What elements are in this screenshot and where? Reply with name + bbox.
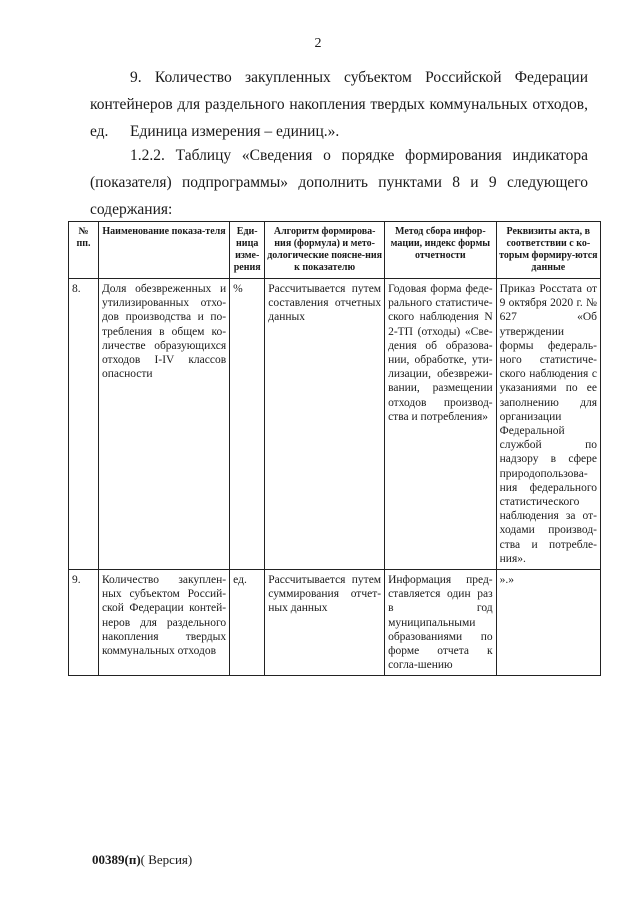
header-num: № пп. — [69, 222, 99, 279]
header-requisites: Реквизиты акта, в соответствии с ко-торым формиру-ются данные — [496, 222, 600, 279]
row-requisites: ».» — [496, 570, 600, 676]
row-unit: % — [230, 279, 265, 570]
row-name: Доля обезвреженных и утилизированных отхо-дов производства и по-требления в общем ко-личестве образующихся отходов I-IV классов опасности — [98, 279, 229, 570]
table-row — [69, 570, 601, 676]
indicator-table — [68, 221, 601, 676]
header-unit: Еди-ница изме-рения — [230, 222, 265, 279]
row-requisites: Приказ Росстата от 9 октября 2020 г. № 627 «Об утверждении формы федераль-ного статистиче-ского наблюдения с указаниями по ее заполнению для организации Федеральной службой по надзору в сфере природопользова-ния федерального статистического наблюдения за от-ходами производ-ства и потребле-ния». — [496, 279, 600, 570]
row-num: 9. — [69, 570, 99, 676]
header-method: Метод сбора инфор-мации, индекс формы отчетности — [385, 222, 497, 279]
paragraph-table-intro: 1.2.2. Таблицу «Сведения о порядке формирования индикатора (показателя) подпрограммы» дополнить пунктами 8 и 9 следующего содержания: — [90, 147, 588, 218]
document-footer — [92, 852, 192, 868]
row-algorithm: Рассчитывается путем составления отчетных данных — [265, 279, 385, 570]
row-name: Количество закуплен-ных субъектом Россий-ской Федерации контей-неров для раздельного накопления твердых коммунальных отходов — [98, 570, 229, 676]
document-version: ( Версия) — [140, 852, 193, 867]
row-method: Информация пред-ставляется один раз в год муниципальными образованиями по форме отчета к согла-шению — [385, 570, 497, 676]
row-unit: ед. — [230, 570, 265, 676]
header-name: Наименование показа-теля — [98, 222, 229, 279]
row-num: 8. — [69, 279, 99, 570]
document-code: 00389(п) — [92, 852, 141, 867]
row-method: Годовая форма феде-рального статистиче-ского наблюдения N 2-ТП (отходы) «Све-дения об образова-нии, обработке, ути-лизации, обезврежи-вании, размещении отходов производ-ства и потребления» — [385, 279, 497, 570]
header-algorithm: Алгоритм формирова-ния (формула) и мето-дологические поясне-ния к показателю — [265, 222, 385, 279]
table-row — [69, 279, 601, 570]
table-header-row — [69, 222, 601, 279]
paragraph-item-9: 9. Количество закупленных субъектом Российской Федерации контейнеров для раздельного накопления твердых коммунальных отходов, ед. — [90, 69, 588, 140]
page-number: 2 — [314, 36, 322, 51]
paragraph-unit: Единица измерения – единиц.». — [130, 123, 340, 140]
row-algorithm: Рассчитывается путем суммирования отчет-ных данных — [265, 570, 385, 676]
